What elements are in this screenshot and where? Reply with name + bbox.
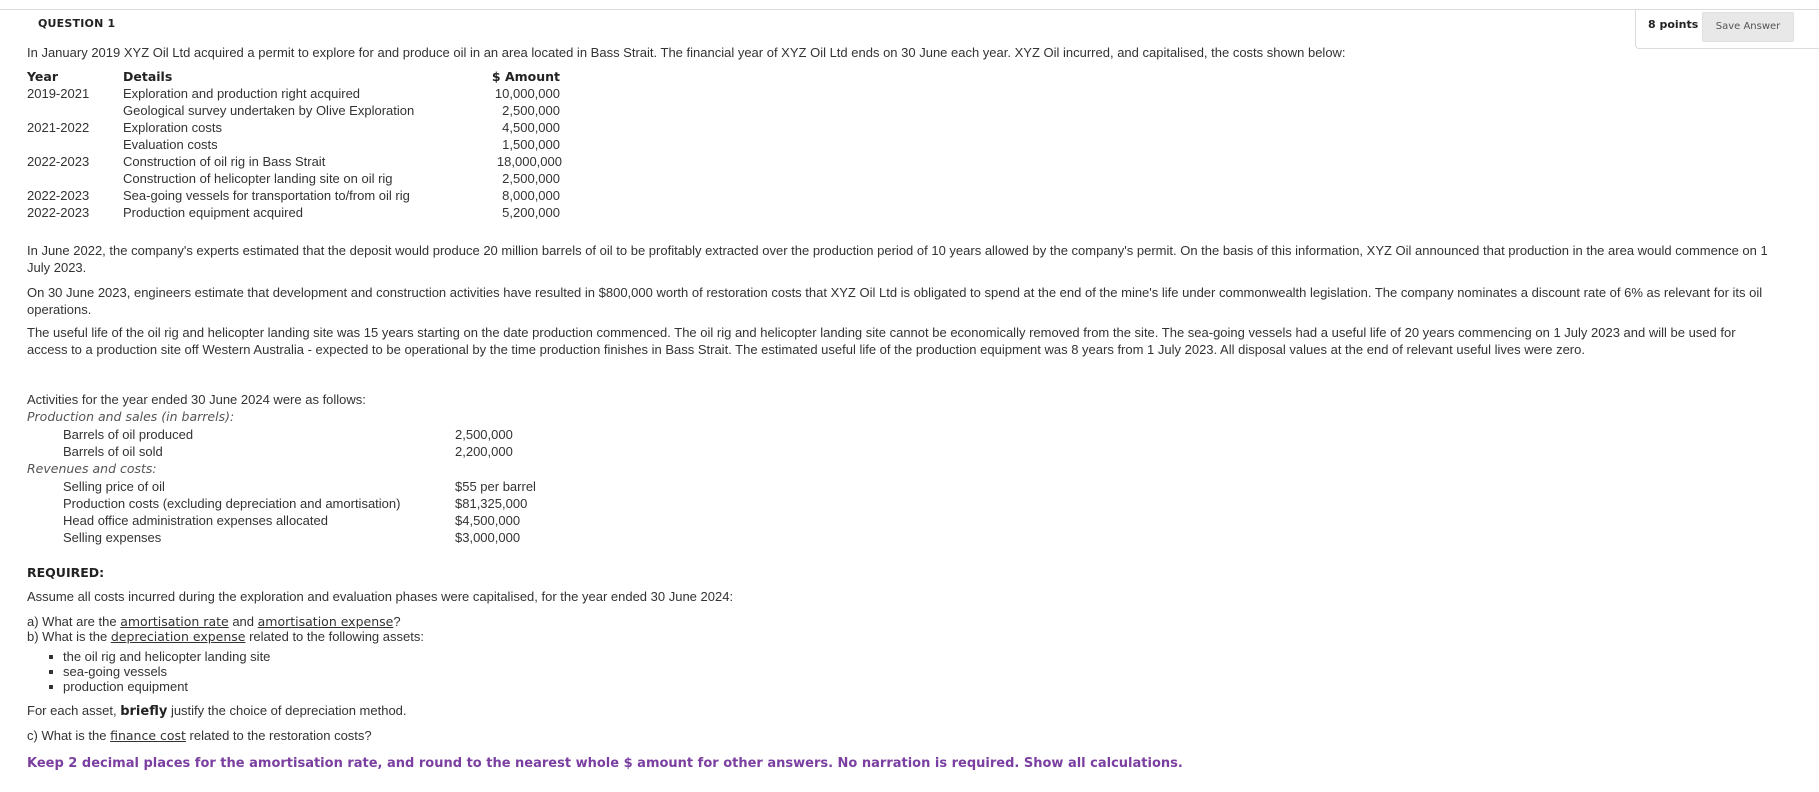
cost-table-cell-amount: 10,000,000	[494, 86, 560, 101]
rounding-instruction: Keep 2 decimal places for the amortisation rate, and round to the nearest whole $ amount for other answers. No narration is required. Show all calculations.	[27, 756, 1183, 771]
cost-table-cell-details: Exploration and production right acquired	[123, 86, 361, 101]
paragraph: On 30 June 2023, engineers estimate that development and construction activities have resulted in $800,000 worth of restoration costs that XYZ Oil Ltd is obligated to spend at the end of the mine's life under commonwealth legislation. The company nominates a discount rate of 6% as relevant for its oil operations.	[27, 285, 1763, 317]
justify-instruction	[27, 702, 407, 720]
cost-table-cell-year: 2021-2022	[27, 120, 90, 135]
amortisation-expense-term: amortisation expense	[257, 614, 394, 629]
activity-value: $81,325,000	[455, 496, 528, 511]
cost-table-header-amount: $ Amount	[491, 69, 560, 84]
required-heading: REQUIRED:	[27, 565, 105, 580]
cost-table-cell-amount: 4,500,000	[502, 120, 560, 135]
intro-text: In January 2019 XYZ Oil Ltd acquired a permit to explore for and produce oil in an area located in Bass Strait. The financial year of XYZ Oil Ltd ends on 30 June each year. XYZ Oil incurred, and capitalised, the costs shown below:	[27, 45, 1346, 60]
question-b-suffix: related to the following assets:	[245, 629, 424, 644]
revenue-heading: Revenues and costs:	[27, 461, 157, 476]
production-heading: Production and sales (in barrels):	[27, 409, 235, 424]
justify-suffix: justify the choice of depreciation method.	[167, 703, 407, 718]
cost-table-cell-amount: 2,500,000	[502, 171, 560, 186]
cost-table-cell-amount: 2,500,000	[502, 103, 560, 118]
question-c-prefix: c) What is the	[27, 728, 111, 743]
cost-table-header-year: Year	[27, 69, 58, 84]
activity-label: Head office administration expenses allocated	[63, 513, 328, 528]
question-c	[27, 727, 372, 744]
paragraph: The useful life of the oil rig and helicopter landing site was 15 years starting on the date production commenced. The oil rig and helicopter landing site cannot be economically removed from the site. The sea-going vessels had a useful life of 20 years commencing on 1 July 2023 and will be used for access to a production site off Western Australia - expected to be operational by the time production finishes in Bass Strait. The estimated useful life of the production equipment was 8 years from 1 July 2023. All disposal values at the end of relevant useful lives were zero.	[27, 325, 1736, 357]
activity-value: $3,000,000	[455, 530, 521, 545]
activity-label: Production costs (excluding depreciation and amortisation)	[63, 496, 401, 511]
cost-table-cell-details: Construction of helicopter landing site on oil rig	[123, 171, 393, 186]
activity-value: $4,500,000	[455, 513, 521, 528]
activity-label: Selling price of oil	[63, 479, 165, 494]
cost-table-cell-details: Exploration costs	[123, 120, 222, 135]
cost-table-cell-details: Evaluation costs	[123, 137, 218, 152]
bullet-marker	[49, 670, 53, 674]
list-item: production equipment	[63, 679, 189, 694]
cost-table-cell-amount: 1,500,000	[502, 137, 560, 152]
question-a-mid: and	[228, 614, 258, 629]
justify-emphasis: briefly	[120, 704, 168, 719]
cost-table-header-details: Details	[123, 69, 173, 84]
required-assumption: Assume all costs incurred during the exploration and evaluation phases were capitalised, for the year ended 30 June 2024:	[27, 589, 734, 604]
question-c-suffix: related to the restoration costs?	[185, 728, 372, 743]
cost-table-cell-year: 2022-2023	[27, 188, 90, 203]
bullet-marker	[49, 655, 53, 659]
cost-table-cell-year: 2022-2023	[27, 154, 90, 169]
depreciation-expense-term: depreciation expense	[110, 629, 246, 644]
justify-prefix: For each asset,	[27, 703, 121, 718]
cost-table-cell-details: Geological survey undertaken by Olive Exploration	[123, 103, 415, 118]
activity-value: 2,200,000	[455, 444, 513, 459]
cost-table-cell-amount: 8,000,000	[502, 188, 560, 203]
save-answer-button[interactable]: Save Answer	[1702, 12, 1794, 42]
question-a-prefix: a) What are the	[27, 614, 121, 629]
cost-table-cell-details: Production equipment acquired	[123, 205, 303, 220]
question-a-suffix: ?	[393, 614, 401, 629]
list-item: the oil rig and helicopter landing site	[63, 649, 271, 664]
question-b	[27, 628, 424, 645]
cost-table-cell-details: Sea-going vessels for transportation to/from oil rig	[123, 188, 410, 203]
activity-value: $55 per barrel	[455, 479, 536, 494]
activity-label: Selling expenses	[63, 530, 162, 545]
points-panel	[1635, 10, 1819, 49]
points-label: 8 points	[1648, 18, 1699, 31]
activity-value: 2,500,000	[455, 427, 513, 442]
paragraph: In June 2022, the company's experts estimated that the deposit would produce 20 million barrels of oil to be profitably extracted over the production period of 10 years allowed by the company's permit. On the basis of this information, XYZ Oil announced that production in the area would commence on 1 July 2023.	[27, 243, 1768, 275]
finance-cost-term: finance cost	[110, 728, 186, 743]
question-title: QUESTION 1	[38, 17, 116, 30]
list-item: sea-going vessels	[63, 664, 168, 679]
cost-table-cell-details: Construction of oil rig in Bass Strait	[123, 154, 326, 169]
amortisation-rate-term: amortisation rate	[120, 614, 229, 629]
top-divider	[0, 9, 1819, 10]
cost-table-cell-year: 2022-2023	[27, 205, 90, 220]
activities-heading: Activities for the year ended 30 June 2024 were as follows:	[27, 392, 366, 407]
activity-label: Barrels of oil produced	[63, 427, 194, 442]
question-b-prefix: b) What is the	[27, 629, 111, 644]
cost-table-cell-amount: 5,200,000	[502, 205, 560, 220]
cost-table-cell-year: 2019-2021	[27, 86, 90, 101]
activity-label: Barrels of oil sold	[63, 444, 163, 459]
cost-table-cell-amount: 18,000,000	[496, 154, 562, 169]
bullet-marker	[49, 685, 53, 689]
